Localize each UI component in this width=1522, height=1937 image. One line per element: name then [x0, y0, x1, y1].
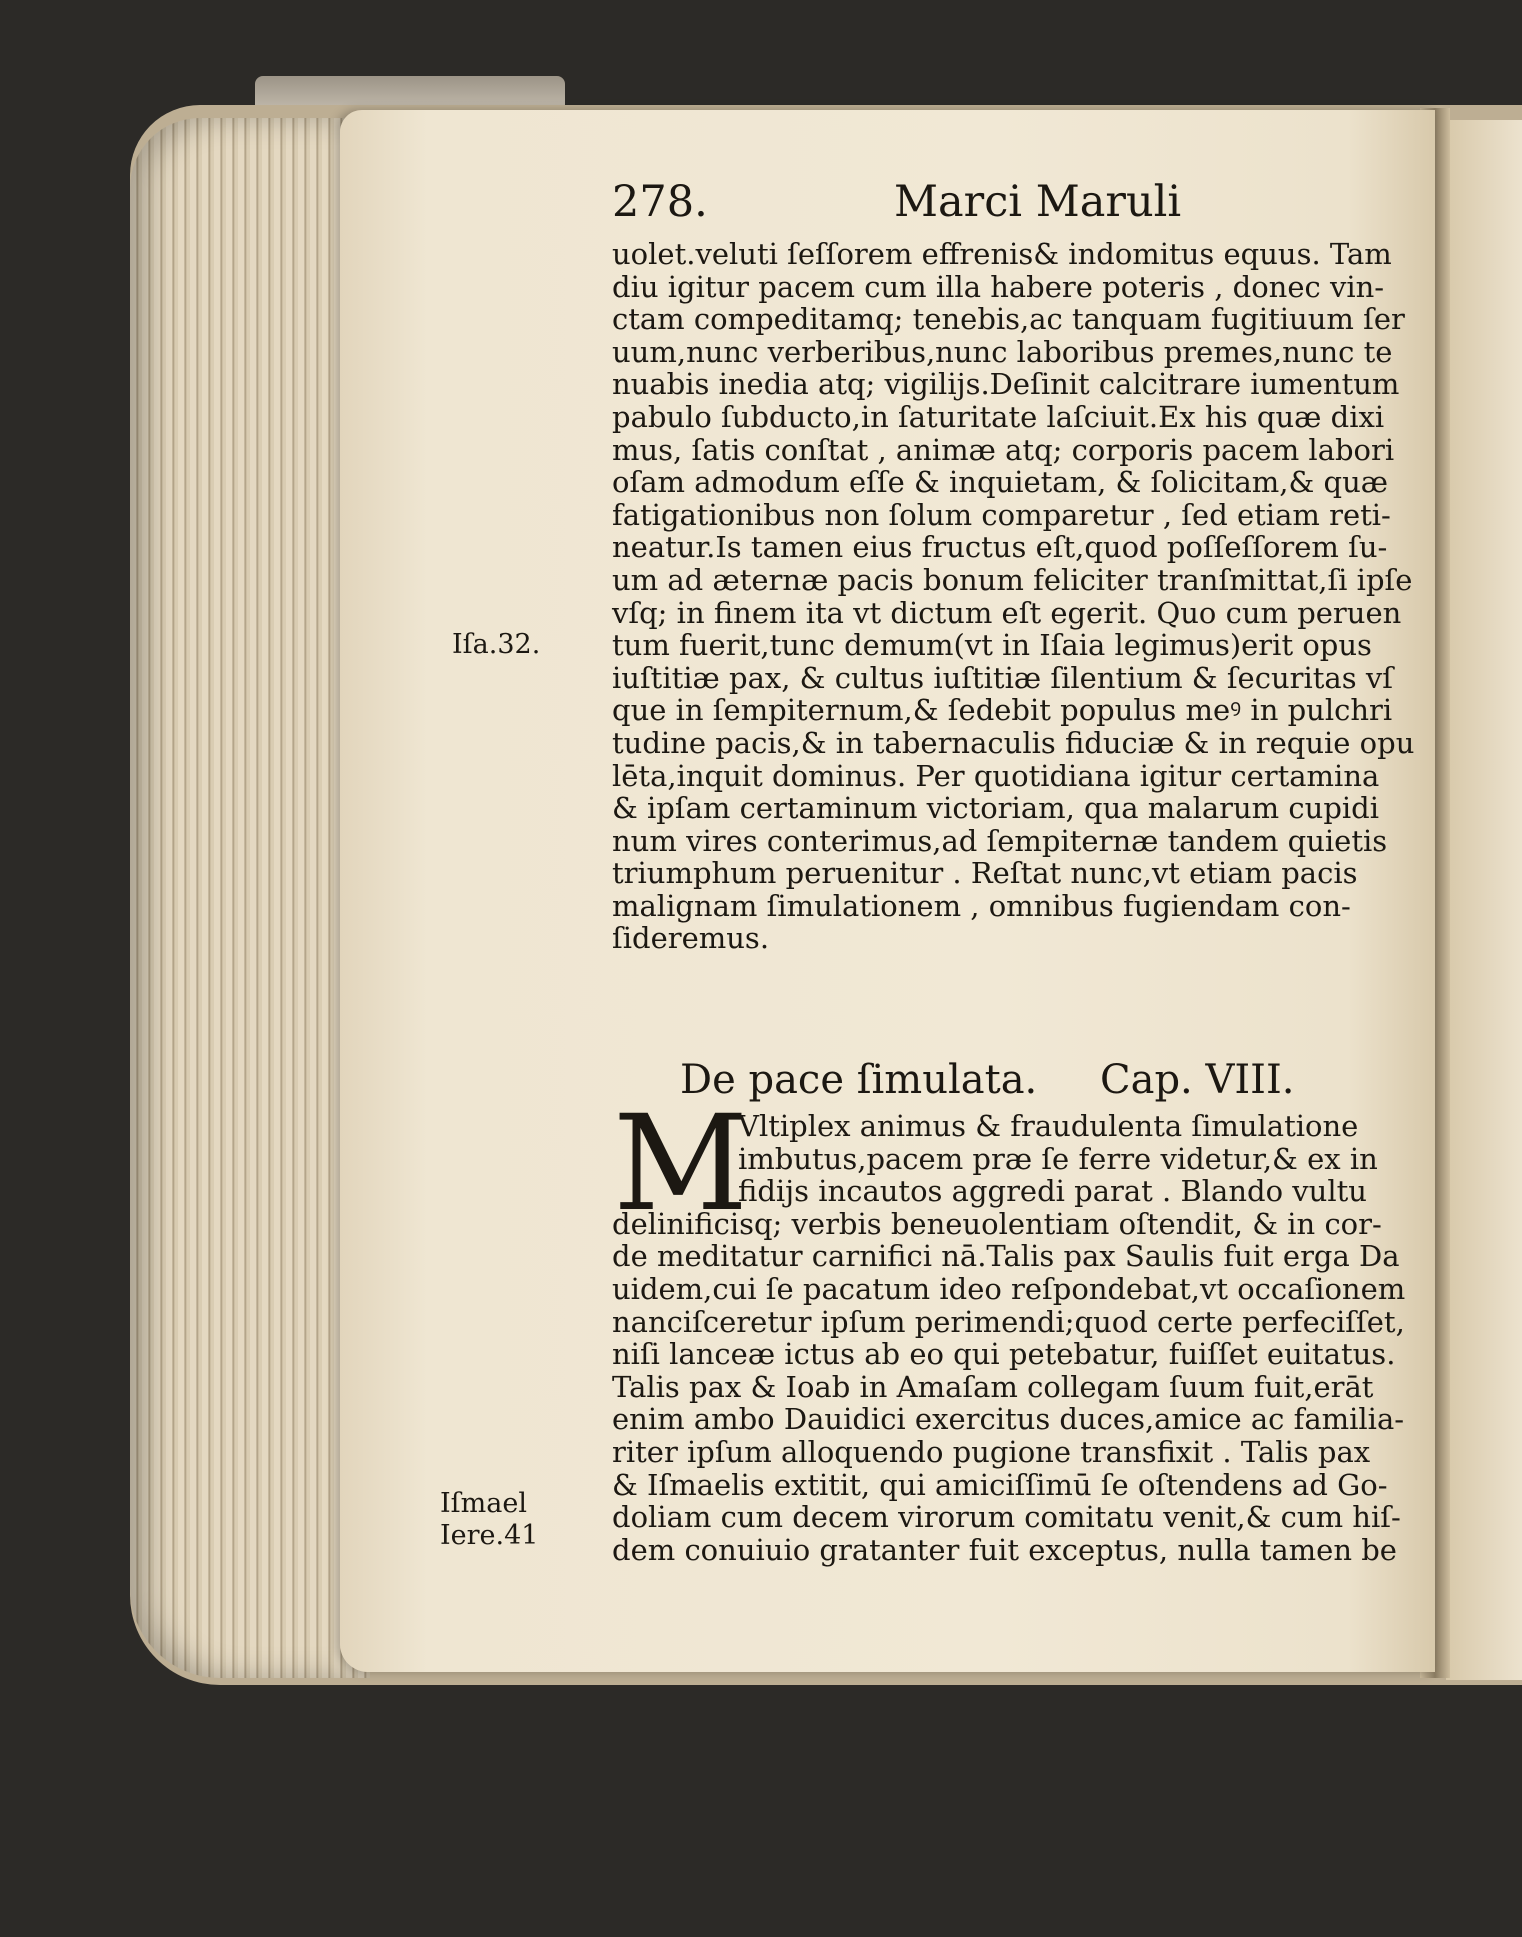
text-line: & Iſmaelis extitit, qui amiciſſimū ſe oſtendens ad Go- [612, 1467, 1388, 1502]
margin-note-ismael [440, 1488, 538, 1552]
chapter-heading [680, 1055, 1380, 1105]
text-line: pabulo ſubducto,in ſaturitate laſciuit.Ex his quæ dixi [612, 399, 1385, 434]
text-line: ctam compeditamq; tenebis,ac tanquam fugitiuum ſer [612, 302, 1405, 337]
text-line: vſq; in finem ita vt dictum eſt egerit. Quo cum peruen [612, 595, 1402, 630]
text-line: delinificisq; verbis beneuolentiam oſtendit, & in cor- [612, 1206, 1382, 1241]
text-line: fatigationibus non ſolum comparetur , ſed etiam reti- [612, 497, 1391, 532]
text-line: diu igitur pacem cum illa habere poteris , donec vin- [612, 269, 1385, 304]
text-line: doliam cum decem virorum comitatu venit,& cum hiſ- [612, 1500, 1401, 1535]
drop-cap-initial: M [613, 1087, 749, 1241]
chapter-title: De pace ſimulata. [680, 1057, 1038, 1103]
text-line: tudine pacis,& in tabernaculis fiduciæ & in requie opu [612, 725, 1415, 760]
margin-note-isaiah: Iſa.32. [452, 629, 541, 660]
text-line: uidem,cui ſe pacatum ideo reſpondebat,vt occaſionem [612, 1271, 1406, 1306]
body-text [612, 237, 1415, 956]
text-line: que in ſempiternum,& ſedebit populus meꝰ in pulchri [612, 693, 1393, 728]
text-line: malignam ſimulationem , omnibus fugiendam con- [612, 888, 1351, 923]
text-line: riter ipſum alloquendo pugione transfixit . Talis pax [612, 1434, 1371, 1469]
running-title: Marci Maruli [894, 177, 1182, 227]
text-line: iuſtitiæ pax, & cultus iuſtitiæ ſilentium & ſecuritas vſ [612, 660, 1393, 695]
text-line: enim ambo Dauidici exercitus duces,amice ac familia- [612, 1402, 1405, 1437]
text-line: uolet.veluti ſeſſorem effrenis& indomitus equus. Tam [612, 237, 1392, 271]
text-line: ſideremus. [612, 921, 770, 956]
text-line: nuabis inedia atq; vigilijs.Deſinit calcitrare iumentum [612, 367, 1400, 402]
chapter-number: Cap. VIII. [1100, 1057, 1295, 1103]
text-line: lēta,inquit dominus. Per quotidiana igitur certamina [612, 758, 1380, 793]
text-line: dem conuiuio gratanter fuit exceptus, nulla tamen be [612, 1532, 1397, 1567]
text-line: uum,nunc verberibus,nunc laboribus premes,nunc te [612, 334, 1393, 369]
page-number: 278. [612, 177, 708, 227]
text-line: imbutus,pacem præ ſe ferre videtur,& ex in [738, 1141, 1378, 1176]
text-line: niſi lanceæ ictus ab eo qui petebatur, fuiſſet euitatus. [612, 1337, 1396, 1372]
text-line: nanciſceretur ipſum perimendi;quod certe perfeciſſet, [612, 1304, 1405, 1339]
text-line: Talis pax & Ioab in Amaſam collegam ſuum fuit,erāt [612, 1369, 1374, 1404]
text-line: neatur.Is tamen eius fructus eſt,quod poſſeſſorem ſu- [612, 530, 1388, 565]
margin-note-line: Iſmael [440, 1488, 527, 1519]
text-line: fidijs incautos aggredi parat . Blando vultu [738, 1174, 1367, 1209]
text-line: um ad æternæ pacis bonum feliciter tranſmittat,ſi ipſe [612, 562, 1413, 597]
text-line: triumphum peruenitur . Reſtat nunc,vt etiam pacis [612, 856, 1358, 891]
text-line: num vires conterimus,ad ſempiternæ tandem quietis [612, 823, 1388, 858]
chapter-text [612, 1109, 1406, 1567]
margin-note-line: Iere.41 [440, 1520, 539, 1551]
text-line: oſam admodum eſſe & inquietam, & ſolicitam,& quæ [612, 465, 1389, 500]
text-line: tum fuerit,tunc demum(vt in Iſaia legimus)erit opus [612, 628, 1372, 663]
text-line: Vltiplex animus & fraudulenta ſimulatione [738, 1109, 1359, 1143]
text-line: & ipſam certaminum victoriam, qua malarum cupidi [612, 791, 1379, 826]
text-line: mus, ſatis conſtat , animæ atq; corporis pacem labori [612, 432, 1395, 467]
text-line: de meditatur carnifici nā.Talis pax Saulis fuit erga Da [612, 1239, 1400, 1274]
